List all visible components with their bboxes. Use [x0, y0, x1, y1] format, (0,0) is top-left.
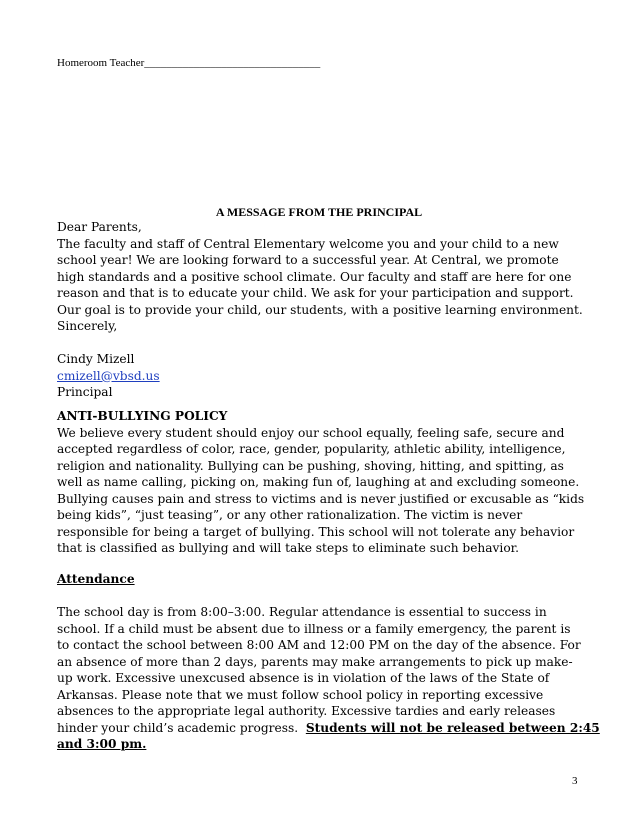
- principal-role: Principal: [57, 385, 113, 399]
- message-line: Our goal is to provide your child, our students, with a positive learning environment.: [57, 302, 583, 317]
- release-time-emphasis: Students will not be released between 2:45: [305, 720, 600, 735]
- homeroom-teacher-line: [57, 57, 320, 70]
- attendance-section: [57, 571, 600, 753]
- policy-line: that is classified as bullying and will take steps to eliminate such behavior.: [57, 541, 520, 555]
- policy-line: religion and nationality. Bullying can be pushing, shoving, hitting, and spitting, as: [57, 458, 564, 473]
- attendance-heading: Attendance: [57, 572, 135, 586]
- closing: Sincerely,: [57, 319, 118, 333]
- attendance-line: [57, 720, 600, 737]
- attendance-line: an absence of more than 2 days, parents may make arrangements to pick up make-: [57, 654, 573, 669]
- policy-line: accepted regardless of color, race, gender, popularity, athletic ability, intelligence,: [57, 442, 566, 456]
- attendance-line: school. If a child must be absent due to illness or a family emergency, the parent is: [57, 621, 571, 636]
- message-line: school year! We are looking forward to a successful year. At Central, we promote: [57, 253, 559, 267]
- policy-line: responsible for being a target of bullying. This school will not tolerate any behavior: [57, 524, 575, 539]
- principal-message: [57, 219, 583, 401]
- policy-line: well as name calling, picking on, making fun of, laughing at and excluding someone.: [57, 475, 580, 489]
- message-line: reason and that is to educate your child. We ask for your participation and support.: [57, 286, 574, 300]
- spacer: [57, 335, 583, 352]
- policy-line: being kids”, “just teasing”, or any other rationalization. The victim is never: [57, 508, 523, 522]
- principal-email-link[interactable]: cmizell@vbsd.us: [57, 368, 160, 383]
- principal-message-title: A MESSAGE FROM THE PRINCIPAL: [215, 205, 423, 219]
- policy-line: We believe every student should enjoy our school equally, feeling safe, secure and: [57, 425, 565, 440]
- attendance-line: absences to the appropriate legal authority. Excessive tardies and early releases: [57, 704, 556, 718]
- anti-bullying-heading: ANTI-BULLYING POLICY: [57, 409, 228, 423]
- spacer: [57, 588, 600, 605]
- attendance-line: The school day is from 8:00–3:00. Regular attendance is essential to success in: [57, 605, 547, 619]
- release-time-emphasis-end: and 3:00 pm.: [57, 737, 147, 751]
- message-line: The faculty and staff of Central Elementary welcome you and your child to a new: [57, 236, 559, 251]
- greeting: Dear Parents,: [57, 220, 142, 234]
- policy-line: Bullying causes pain and stress to victims and is never justified or excusable as “kids: [57, 491, 585, 506]
- page-number: 3: [572, 775, 578, 787]
- homeroom-label: Homeroom Teacher: [57, 57, 145, 69]
- message-line: high standards and a positive school climate. Our faculty and staff are here for one: [57, 269, 572, 284]
- principal-name: Cindy Mizell: [57, 352, 135, 366]
- attendance-line: up work. Excessive unexcused absence is in violation of the laws of the State of: [57, 671, 550, 685]
- homeroom-blank: ________________________________: [144, 57, 321, 69]
- attendance-line: Arkansas. Please note that we must follow school policy in reporting excessive: [57, 687, 544, 702]
- anti-bullying-section: [57, 408, 584, 557]
- attendance-line-text: hinder your child’s academic progress.: [57, 720, 306, 735]
- attendance-line: to contact the school between 8:00 AM and 12:00 PM on the day of the absence. For: [57, 638, 581, 652]
